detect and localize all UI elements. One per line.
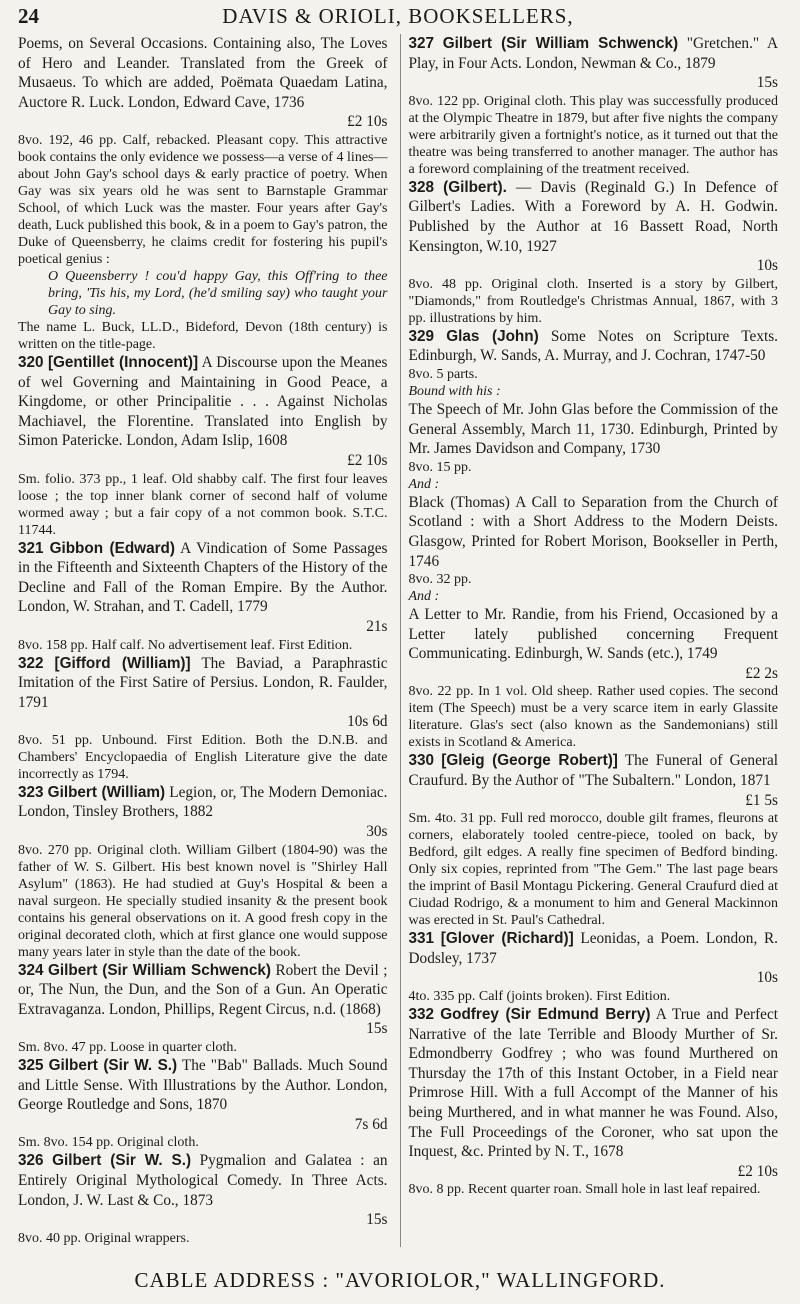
entry-heading: Godfrey (Sir Edmund Berry) (440, 1006, 651, 1024)
page-header (18, 4, 778, 34)
entry-note: 8vo. 158 pp. Half calf. No advertisement leaf. First Edition. (18, 637, 353, 653)
catalogue-entry (409, 751, 779, 929)
entry-note: 8vo. 270 pp. Original cloth. William Gilbert (1804-90) was the father of W. S. Gilbert. His best known novel is "Shirley Hall Asylum" (1863). He had studied at Guy's Hospital & been a naval surgeon. He specially studied insanity & the present book contains his general observations on it. A good fresh copy in the original decorated cloth, which at first glance one would suppose many years later in style than the date of the book. (18, 842, 388, 960)
entry-text: The Funeral of General Craufurd. By the Author of "The Subaltern." London, 1871 (408, 752, 779, 790)
entry-text: Some Notes on Scripture Texts. Edinburgh, W. Sands, A. Murray, and J. Cochran, 1747-50 (408, 327, 778, 365)
entry-price: 15s (756, 74, 778, 92)
catalogue-entry (409, 327, 779, 752)
catalogue-entry (409, 1005, 779, 1198)
catalogue-entry (18, 783, 388, 961)
entry-note: 8vo. 40 pp. Original wrappers. (18, 1230, 190, 1246)
entry-price: 15s (366, 1020, 388, 1038)
catalogue-entry (18, 961, 388, 1056)
entry-number: 324 (18, 961, 44, 979)
entry-note: 8vo. 22 pp. In 1 vol. Old sheep. Rather used copies. The second item (The Speech) must be a very scarce item in early Glassite literature. Glas's sect (also known as the Sandemonians) still exists in Scotland & America. (408, 684, 778, 751)
entry-number: 322 (18, 654, 44, 672)
entry-text: A Vindication of Some Passages in the Fifteenth and Sixteenth Chapters of the History of the Decline and Fall of the Roman Empire. By the Author. London, W. Strahan, and T. Cadell, 1779 (18, 539, 388, 616)
entry-heading: (Gilbert). (443, 178, 507, 196)
catalogue-entry (18, 1056, 388, 1151)
entry-price: £2 10s (347, 113, 388, 131)
running-title: DAVIS & ORIOLI, BOOKSELLERS, (222, 4, 574, 28)
entry-number: 327 (408, 35, 435, 52)
entry-price: £2 10s (737, 1162, 778, 1180)
entry-price: 10s (756, 257, 778, 275)
entry-text: Poems, on Several Occasions. Containing also, The Loves of Hero and Leander. Translated from the Greek of Musaeus. To which are added, Poëmata Quaedam Latina, Auctore R. Luck. London, Edward Cave, 1736 (18, 35, 388, 111)
entry-price: £2 2s (745, 664, 778, 682)
entry-price: £1 5s (745, 791, 778, 809)
entry-heading: Gilbert (Sir W. S.) (52, 1152, 192, 1170)
entry-price: £2 10s (347, 451, 388, 469)
and-label: And : (408, 476, 440, 492)
entry-heading: Gilbert (William) (47, 783, 166, 801)
entry-text: Robert the Devil ; or, The Nun, the Dun, and the Son of a Gun. An Operatic Extravaganza. London, Phillips, Regent Circus, n.d. (1868) (18, 961, 388, 1018)
entry-number: 330 (408, 752, 435, 770)
entry-note: The name L. Buck, LL.D., Bideford, Devon (18th century) is written on the title-page. (18, 319, 388, 352)
cable-address-footer: CABLE ADDRESS : "AVORIOLOR," WALLINGFORD. (134, 1268, 666, 1292)
catalogue-entry (409, 178, 779, 327)
and-label: And : (408, 589, 440, 605)
entry-note: 8vo. 15 pp. (408, 459, 472, 475)
entry-note: 8vo. 32 pp. (408, 572, 472, 588)
entry-number: 332 (408, 1006, 435, 1024)
entry-price: 21s (366, 617, 388, 635)
entry-number: 326 (18, 1152, 44, 1170)
entry-note: Sm. 8vo. 47 pp. Loose in quarter cloth. (18, 1040, 237, 1056)
entry-note: 4to. 335 pp. Calf (joints broken). First Edition. (408, 989, 671, 1005)
entry-heading: [Gentillet (Innocent)] (47, 353, 199, 371)
entry-price: 7s 6d (354, 1115, 388, 1133)
entry-text: Leonidas, a Poem. London, R. Dodsley, 1737 (408, 930, 779, 967)
entry-note: 8vo. 192, 46 pp. Calf, rebacked. Pleasant copy. This attractive book contains the only evidence we possess—a verse of 4 lines—about John Gay's school days & early practice of poetry. When Gay was six years old he was sent to Barnstaple Grammar School, of which Luck was the master. Four years after Gay's death, Luck published this book, & in a poem to Gay's patron, the Duke of Queensberry, he claims credit for fostering his pupil's poetical genius : (18, 132, 388, 267)
entry-text: A Discourse upon the Meanes of wel Governing and Maintaining in Good Peace, a Kingdome, or other Principalitie . . . Against Nicholas Machiavel, the Florentine. Translated into English by Simon Patericke. London, Adam Islip, 1608 (18, 353, 388, 450)
poem-quote: O Queensberry ! cou'd happy Gay, this Off'ring to thee bring, 'Tis his, my Lord, (he'd smiling say) who taught your Gay to sing. (48, 268, 388, 318)
catalogue-entry (18, 654, 388, 783)
catalogue-entry (18, 353, 388, 539)
entry-note: Sm. 4to. 31 pp. Full red morocco, double gilt frames, fleurons at corners, elaborately tooled centre-piece, tooled on back, by Bedford, gilt edges. A really fine specimen of Bedford binding. Only six copies, reprinted from "The Gem." The last page bears the imprint of Basil Montagu Pickering. General Craufurd died at Ciudad Rodrigo, & a monument to him and General Mackinnon was erected in St. Paul's Cathedral. (408, 811, 778, 929)
catalogue-entry (409, 929, 779, 1005)
entry-text: "Gretchen." A Play, in Four Acts. London, Newman & Co., 1879 (408, 35, 779, 72)
entry-price: 30s (366, 823, 388, 841)
entry-text: The Baviad, a Paraphrastic Imitation of the First Satire of Persius. London, R. Faulder, 1791 (18, 654, 388, 711)
entry-note: Sm. folio. 373 pp., 1 leaf. Old shabby calf. The first four leaves loose ; the top inner blank corner of second half of volume wormed away ; but a fair copy of a not common book. S.T.C. 11744. (18, 471, 388, 538)
entry-number: 331 (408, 930, 435, 948)
entry-heading: Gibbon (Edward) (49, 539, 175, 557)
catalogue-entry (18, 1151, 388, 1246)
entry-number: 329 (408, 327, 435, 345)
entry-text: Pygmalion and Galatea : an Entirely Original Mythological Comedy. In Three Acts. London, J. W. Last & Co., 1873 (18, 1152, 388, 1209)
entry-heading: Gilbert (Sir William Schwenck) (48, 961, 271, 979)
entry-text: The Speech of Mr. John Glas before the Commission of the General Assembly, March 11, 1730. Edinburgh, Printed by Mr. James Davidson and Company, 1730 (408, 400, 778, 458)
entry-number: 321 (18, 539, 44, 557)
entry-note: 8vo. 122 pp. Original cloth. This play was successfully produced at the Olympic Theatre in 1879, but after five nights the company were arbitrarily given a fortnight's notice, as it turned out that the theatre was being transferred to another manager. The author has a foreword complaining of the treatment received. (408, 93, 778, 177)
right-column (400, 34, 779, 1247)
entry-text: Black (Thomas) A Call to Separation from the Church of Scotland : with a Short Address to the Modern Deists. Glasgow, Printed for Robert Morison, Bookseller in Perth, 1746 (408, 493, 778, 570)
left-column (18, 34, 388, 1247)
entry-price: 10s (756, 969, 778, 987)
entry-price: 15s (366, 1211, 388, 1229)
entry-note: 8vo. 8 pp. Recent quarter roan. Small hole in last leaf repaired. (408, 1182, 761, 1198)
entry-note: Sm. 8vo. 154 pp. Original cloth. (18, 1135, 199, 1151)
catalogue-entry (409, 34, 779, 178)
entry-note: 8vo. 48 pp. Original cloth. Inserted is a story by Gilbert, "Diamonds," from Routledge's Christmas Annual, 1867, with 3 pp. illustrations by him. (408, 276, 778, 326)
page-number: 24 (18, 4, 39, 28)
entry-heading: Gilbert (Sir William Schwenck) (442, 35, 679, 52)
entry-heading: Glas (John) (446, 327, 539, 345)
entry-number: 320 (18, 353, 44, 371)
entry-heading: [Gifford (William)] (54, 654, 191, 672)
entry-text: A True and Perfect Narrative of the late Terrible and Bloody Murther of Sr. Edmondberry Godfrey ; who was found Murthered on Thursday the 17th of this Instant October, in a Field near Primrose Hill. With a full Accompt of the Manner of his being Murthered, and in what manner he was Found. Also, The Full Proceedings of the Coroner, who sat upon the Inquest, &c. Printed by N. T., 1678 (408, 1006, 778, 1161)
entry-heading: Gilbert (Sir W. S.) (48, 1057, 178, 1075)
entry-price: 10s 6d (347, 713, 388, 731)
catalogue-entry (18, 539, 388, 654)
bound-with-label: Bound with his : (408, 383, 501, 399)
catalogue-columns (18, 34, 778, 1247)
entry-note: 8vo. 5 parts. (408, 366, 478, 382)
entry-number: 328 (408, 178, 435, 196)
entry-note: 8vo. 51 pp. Unbound. First Edition. Both the D.N.B. and Chambers' Encyclopaedia of English Literature give the date incorrectly as 1794. (18, 732, 388, 782)
entry-number: 325 (18, 1057, 44, 1075)
entry-text: — Davis (Reginald G.) In Defence of Gilbert's Ladies. With a Foreword by A. H. Godwin. Published by the Author at 16 Bassett Road, North Kensington, W.10, 1927 (408, 178, 778, 255)
entry-heading: [Glover (Richard)] (440, 930, 574, 948)
entry-number: 323 (18, 783, 44, 801)
entry-text: Legion, or, The Modern Demoniac. London, Tinsley Brothers, 1882 (18, 783, 388, 821)
entry-heading: [Gleig (George Robert)] (441, 752, 618, 770)
catalogue-entry (18, 34, 388, 353)
entry-text: The "Bab" Ballads. Much Sound and Little Sense. With Illustrations by the Author. London, George Routledge and Sons, 1870 (18, 1057, 388, 1114)
entry-text: A Letter to Mr. Randie, from his Friend, Occasioned by a Letter lately published concerning Frequent Communicating. Edinburgh, W. Sands (etc.), 1749 (408, 606, 778, 663)
